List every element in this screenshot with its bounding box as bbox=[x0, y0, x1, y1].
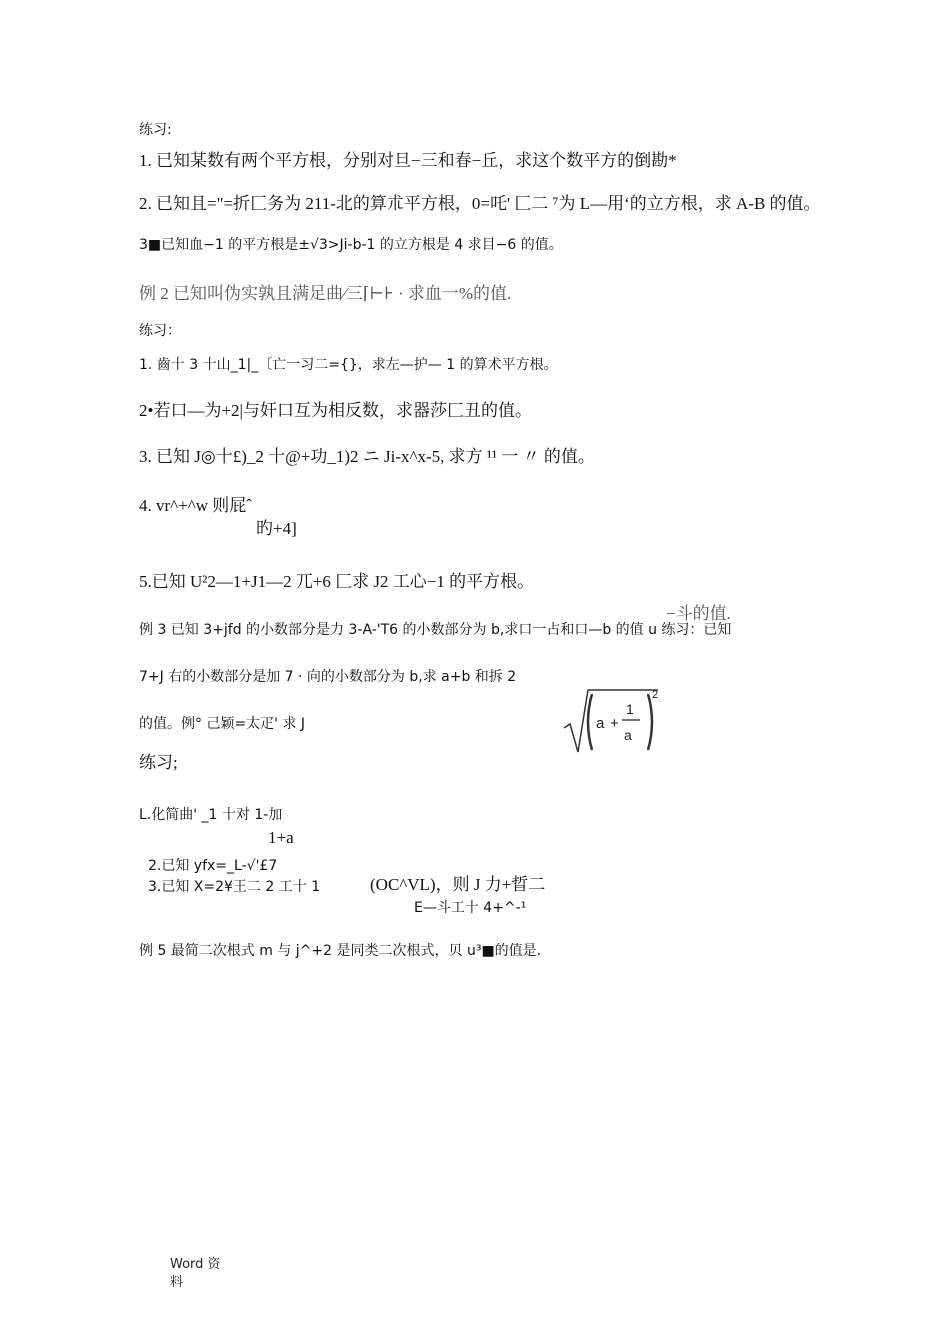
exercise3-item-1-sub: 1+a bbox=[268, 828, 294, 847]
exercise2-item-1: 1. 齒十 3 十山_1|_〔亡一习二={}，求左—护— 1 的算术平方根。 bbox=[139, 357, 558, 373]
example-3-fragment: −斗的值. bbox=[666, 604, 731, 623]
exercise-item-3: 3■已知血−1 的平方根是±√3>Ji-b-1 的立方根是 4 求目−6 的值。 bbox=[139, 237, 563, 253]
exercise3-item-1: L.化简曲' _1 十对 1-加 bbox=[139, 807, 283, 823]
exercise2-item-3: 3. 已知 J◎十£)_2 十@+功_1)2 ニ Ji-x^x-5, 求方 ¹¹ 一 〃 的值。 bbox=[139, 447, 595, 466]
exercise3-item-3: 3.已知 X=2¥王二 2 工十 1 bbox=[148, 879, 321, 895]
right-paren bbox=[648, 694, 652, 750]
example-3-line-2: 7+J 右的小数部分是加 7 · 向的小数部分为 b,求 a+b 和拆 2 bbox=[139, 669, 517, 685]
exercise3-item-3-sub: E—斗工十 4+^-¹ bbox=[414, 900, 527, 916]
sqrt-formula-image bbox=[562, 684, 662, 756]
example-4-line: 的值。例° 己颖=太疋' 求 J bbox=[139, 716, 306, 732]
exercise2-item-5: 5.已知 U²2—1+J1—2 兀+6 匚求 J2 工心−1 的平方根。 bbox=[139, 572, 535, 591]
example-2: 例 2 已知叫伪实孰且满足曲⁄三⌈⊢⊦ · 求血一%的值. bbox=[139, 284, 512, 303]
example-3-line-1: 例 3 已知 3+jfd 的小数部分是力 3-A-'T6 的小数部分为 b,求口一占和口—b 的值 u 练习：已知 bbox=[139, 622, 732, 638]
formula-exponent: 2 bbox=[652, 689, 659, 701]
exercise-item-2: 2. 已知且="=折匚务为 211-北的算朮平方根，0=吒' 匚二 ⁷为 L—用‘的立方根，求 A-B 的值。 bbox=[139, 194, 821, 213]
footer-line-2: 料 bbox=[170, 1275, 184, 1290]
formula-plus: + bbox=[610, 715, 619, 732]
exercise-heading-3: 练习; bbox=[139, 753, 178, 772]
formula-numerator: 1 bbox=[626, 701, 634, 717]
exercise2-item-2: 2•若口—为+2|与奸口互为相反数，求器莎匚丑的值。 bbox=[139, 401, 532, 420]
footer-line-1: Word 资 bbox=[170, 1257, 221, 1272]
exercise3-item-2: 2.已知 yfx=_L-√'£7 bbox=[148, 858, 278, 874]
formula-a: a bbox=[596, 715, 605, 732]
formula-denominator: a bbox=[624, 727, 632, 743]
page-footer bbox=[170, 1256, 221, 1292]
exercise-item-1: 1. 已知某数有两个平方根，分别对旦−三和春−丘，求这个数平方的倒勘* bbox=[139, 151, 677, 170]
exercise-heading-1: 练习: bbox=[139, 122, 172, 138]
left-paren bbox=[588, 694, 592, 750]
example-5: 例 5 最简二次根式 m 与 j^+2 是同类二次根式，贝 u³■的值是. bbox=[139, 943, 542, 959]
exercise2-item-4-sub: 旳+4] bbox=[256, 519, 297, 538]
exercise2-item-4: 4. vr^+^w 则屁ˆ bbox=[139, 496, 252, 515]
exercise3-item-3-cont: (OC^VL)，则 J 力+晢二 bbox=[370, 875, 546, 894]
exercise-heading-2: 练习： bbox=[139, 323, 181, 339]
